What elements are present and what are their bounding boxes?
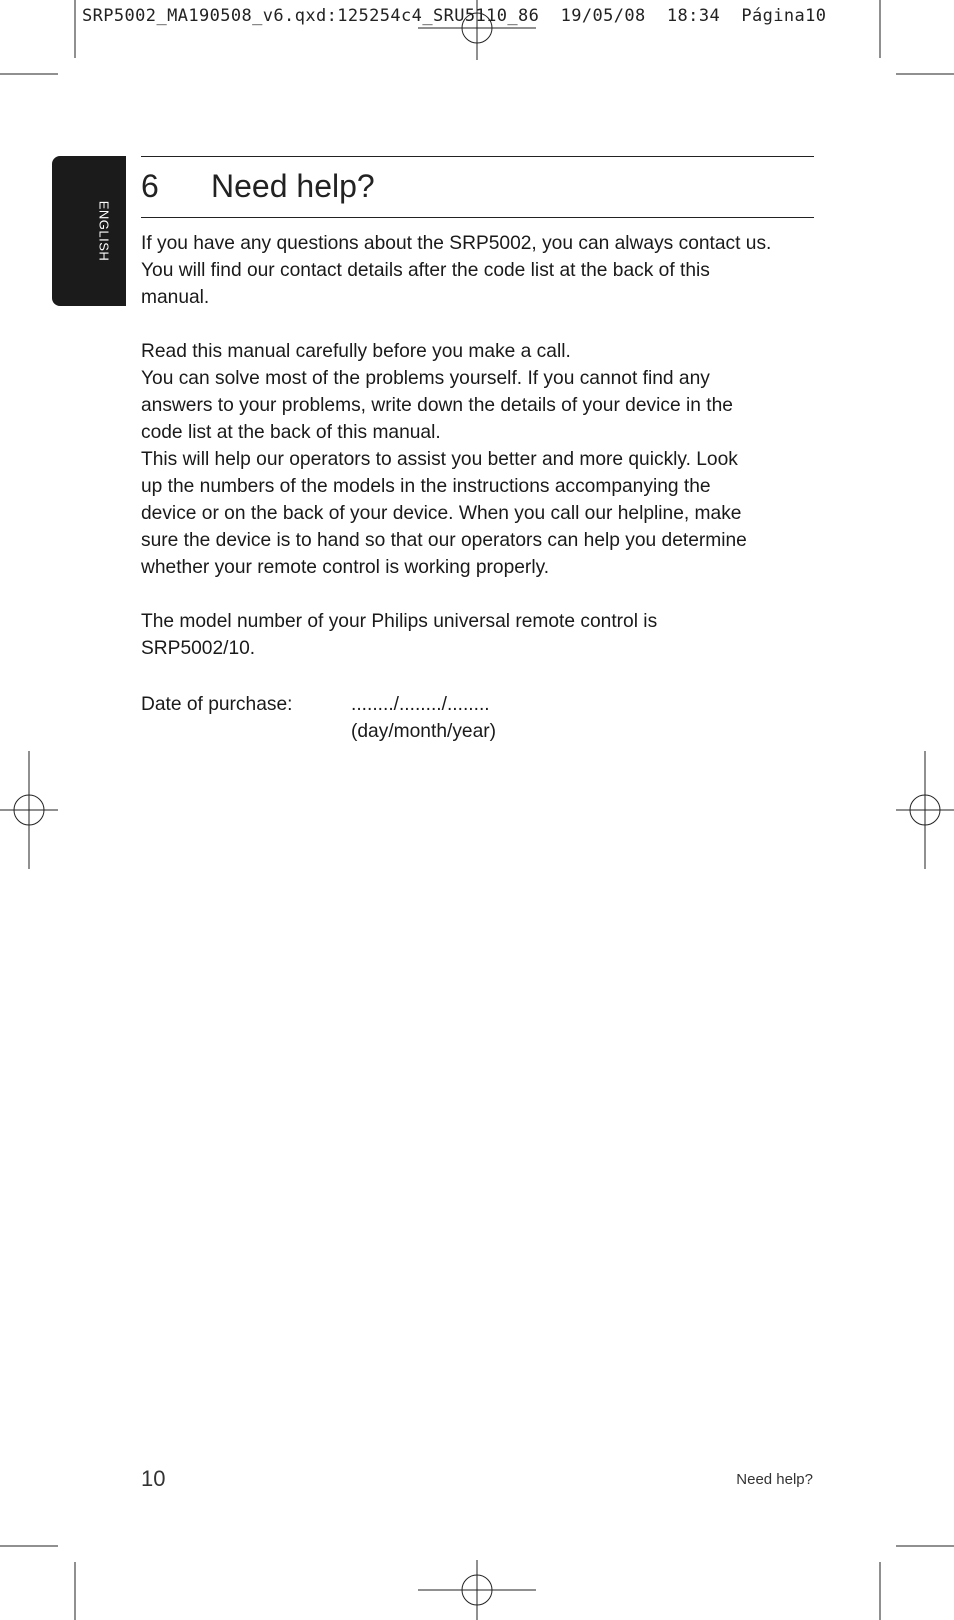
- text-line: answers to your problems, write down the details of your device in the: [141, 395, 733, 416]
- registration-mark-bottom: [418, 1560, 536, 1620]
- text-line: code list at the back of this manual.: [141, 422, 441, 443]
- text-line: If you have any questions about the SRP5002, you can always contact us.: [141, 233, 772, 254]
- language-tab-label: ENGLISH: [96, 200, 112, 262]
- section-heading: [141, 161, 375, 211]
- running-footer-title: Need help?: [736, 1471, 813, 1488]
- heading-rule-top: [141, 156, 814, 157]
- page-number: 10: [141, 1466, 166, 1491]
- purchase-date-label: Date of purchase:: [141, 694, 293, 715]
- text-line: manual.: [141, 287, 210, 308]
- text-line: You will find our contact details after the code list at the back of this: [141, 260, 710, 281]
- text-line: You can solve most of the problems yourself. If you cannot find any: [141, 368, 710, 389]
- text-line: up the numbers of the models in the instructions accompanying the: [141, 476, 711, 497]
- text-line: whether your remote control is working properly.: [141, 557, 550, 578]
- heading-rule-bottom: [141, 217, 814, 218]
- text-line: sure the device is to hand so that our operators can help you determine: [141, 530, 747, 551]
- text-line: SRP5002/10.: [141, 638, 256, 659]
- text-line: device or on the back of your device. When you call our helpline, make: [141, 503, 742, 524]
- body-text: [141, 230, 821, 662]
- purchase-date-field: ......../......../........: [351, 694, 490, 715]
- section-title: Need help?: [211, 167, 375, 204]
- registration-mark-top: [418, 0, 536, 60]
- registration-mark-right: [896, 751, 954, 869]
- purchase-date-format-hint: (day/month/year): [351, 721, 497, 742]
- text-line: The model number of your Philips universal remote control is: [141, 611, 658, 632]
- text-line: This will help our operators to assist you better and more quickly. Look: [141, 449, 738, 470]
- text-line: Read this manual carefully before you make a call.: [141, 341, 571, 362]
- print-slug-line: SRP5002_MA190508_v6.qxd:125254c4_SRU5110_86 19/05/08 18:34 Página10: [82, 6, 827, 26]
- language-tab: [52, 156, 126, 306]
- registration-mark-left: [0, 751, 58, 869]
- section-number: 6: [141, 167, 159, 204]
